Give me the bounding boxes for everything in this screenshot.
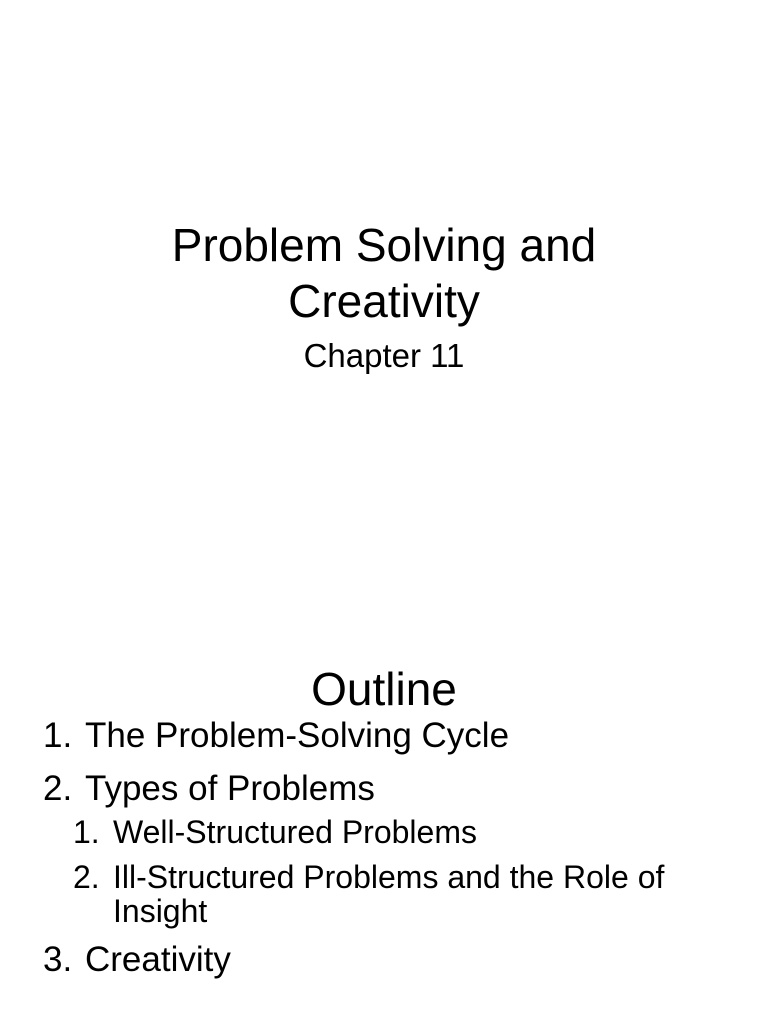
outline-item-label: Types of Problems (85, 769, 375, 808)
slide-title-text: Problem Solving and Creativity (171, 218, 597, 327)
outline-item-label: Creativity (85, 940, 231, 979)
outline-subitem (73, 860, 683, 928)
outline-subitem (73, 815, 477, 849)
outline-item (43, 939, 231, 981)
slide-title (0, 217, 768, 329)
outline-item-number: 2. (43, 769, 73, 808)
outline-item-number: 1. (43, 716, 73, 755)
outline-heading: Outline (311, 663, 457, 716)
slide-subtitle: Chapter 11 (303, 337, 465, 374)
outline-subitem-number: 2. (73, 859, 100, 895)
outline-item (43, 715, 509, 757)
outline-subitem-label: Well-Structured Problems (113, 814, 477, 850)
outline-item-number: 3. (43, 940, 73, 979)
outline-subitem-number: 1. (73, 814, 100, 850)
outline-item (43, 768, 375, 810)
outline-subitem-label: Ill-Structured Problems and the Role of Insight (113, 859, 665, 929)
outline-slide (0, 512, 768, 1024)
outline-item-label: The Problem-Solving Cycle (85, 716, 510, 755)
